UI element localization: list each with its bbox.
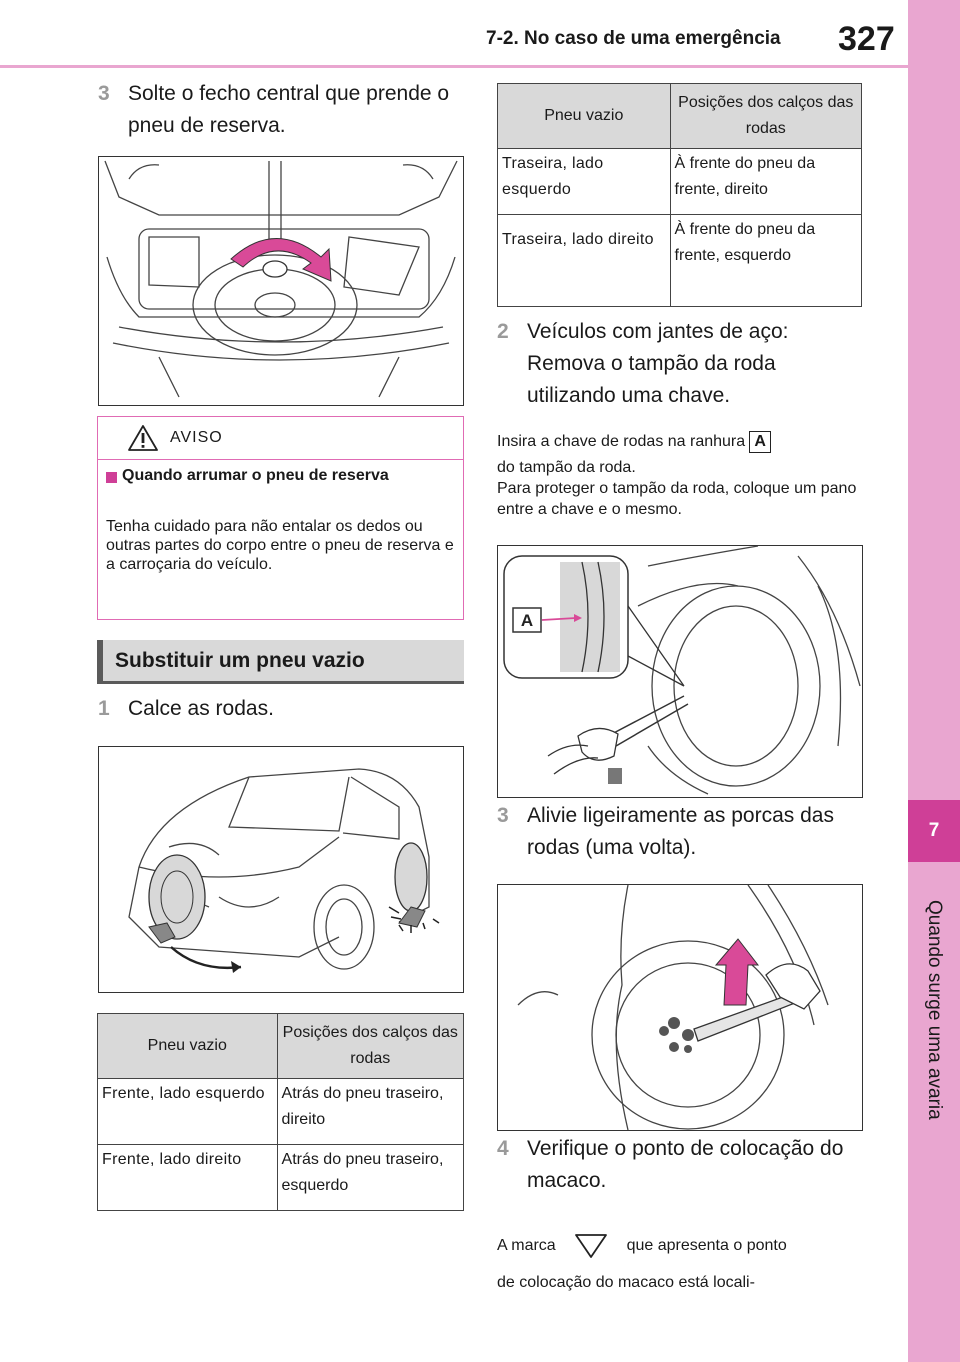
table-cell: À frente do pneu da frente, esquerdo bbox=[670, 215, 861, 307]
chock-position-table-rear bbox=[497, 83, 862, 307]
warning-box bbox=[97, 416, 464, 620]
step-2-remove-hubcap bbox=[497, 316, 861, 414]
hubcap-note bbox=[497, 427, 862, 520]
table-header-row bbox=[98, 1014, 464, 1079]
table-row bbox=[498, 215, 862, 307]
note-text: A marca bbox=[497, 1237, 556, 1254]
table-header-cell: Pneu vazio bbox=[498, 84, 671, 149]
loosen-nuts-figure bbox=[497, 884, 863, 1131]
table-cell: Frente, lado direito bbox=[98, 1145, 278, 1211]
step-text: Solte o fecho central que prende o pneu de reserva. bbox=[128, 82, 450, 137]
side-tab bbox=[908, 0, 960, 1362]
step-1-chock-wheels bbox=[98, 693, 460, 727]
note-text: Insira a chave de rodas na ranhura bbox=[497, 433, 746, 450]
table-cell: Traseira, lado esquerdo bbox=[498, 149, 671, 215]
table-cell: Frente, lado esquerdo bbox=[98, 1079, 278, 1145]
step-number: 1 bbox=[98, 697, 110, 720]
table-header-row bbox=[498, 84, 862, 149]
table-cell: Atrás do pneu traseiro, esquerdo bbox=[277, 1145, 463, 1211]
step-3-release-spare bbox=[98, 78, 460, 144]
table-row bbox=[498, 149, 862, 215]
callout-label-a: A bbox=[749, 431, 771, 453]
hubcap-removal-figure bbox=[497, 545, 863, 798]
step-3-loosen-nuts bbox=[497, 800, 861, 866]
chapter-number: 7 bbox=[908, 800, 960, 862]
warning-heading: Quando arrumar o pneu de reserva bbox=[122, 467, 389, 484]
chock-position-table-front bbox=[97, 1013, 464, 1211]
bullet-square-icon bbox=[106, 472, 117, 483]
section-title: 7-2. No caso de uma emergência bbox=[486, 28, 781, 49]
jack-point-note bbox=[497, 1228, 862, 1293]
table-row bbox=[98, 1079, 464, 1145]
table-cell: Atrás do pneu traseiro, direito bbox=[277, 1079, 463, 1145]
section-heading: Substituir um pneu vazio bbox=[97, 640, 464, 684]
header-rule bbox=[0, 65, 908, 68]
warning-title: AVISO bbox=[170, 429, 223, 446]
step-number: 3 bbox=[98, 82, 110, 105]
note-text: que apresenta o ponto bbox=[626, 1237, 787, 1254]
jack-point-mark-icon bbox=[574, 1233, 608, 1259]
note-text: de colocação do macaco está locali- bbox=[497, 1274, 755, 1291]
table-row bbox=[98, 1145, 464, 1211]
warning-body: Tenha cuidado para não entalar os dedos ou outras partes do corpo entre o pneu de reserva e a carroçaria do veículo. bbox=[106, 518, 454, 573]
step-text: Alivie ligeiramente as porcas das rodas (uma volta). bbox=[527, 804, 834, 859]
table-header-cell: Pneu vazio bbox=[98, 1014, 278, 1079]
table-header-cell: Posições dos calços das rodas bbox=[277, 1014, 463, 1079]
step-number: 2 bbox=[497, 320, 509, 343]
note-text: Para proteger o tampão da roda, coloque um pano entre a chave e o mesmo. bbox=[497, 480, 857, 518]
step-text: Veículos com jantes de aço: Remova o tampão da roda utilizando uma chave. bbox=[527, 320, 789, 407]
warning-header bbox=[98, 417, 463, 460]
table-cell: Traseira, lado direito bbox=[498, 215, 671, 307]
chapter-title: Quando surge uma avaria bbox=[924, 900, 945, 1120]
step-text: Calce as rodas. bbox=[128, 697, 274, 720]
figure-label-a: A bbox=[520, 611, 534, 630]
step-text: Verifique o ponto de colocação do macaco. bbox=[527, 1137, 844, 1192]
table-cell: À frente do pneu da frente, direito bbox=[670, 149, 861, 215]
wheel-chock-car-figure bbox=[98, 746, 464, 993]
step-number: 4 bbox=[497, 1137, 509, 1160]
warning-triangle-icon bbox=[128, 425, 158, 451]
table-header-cell: Posições dos calços das rodas bbox=[670, 84, 861, 149]
page-number: 327 bbox=[838, 20, 895, 58]
step-number: 3 bbox=[497, 804, 509, 827]
note-text: do tampão da roda. bbox=[497, 459, 636, 476]
spare-tire-figure bbox=[98, 156, 464, 406]
step-4-check-jack-point bbox=[497, 1133, 861, 1199]
